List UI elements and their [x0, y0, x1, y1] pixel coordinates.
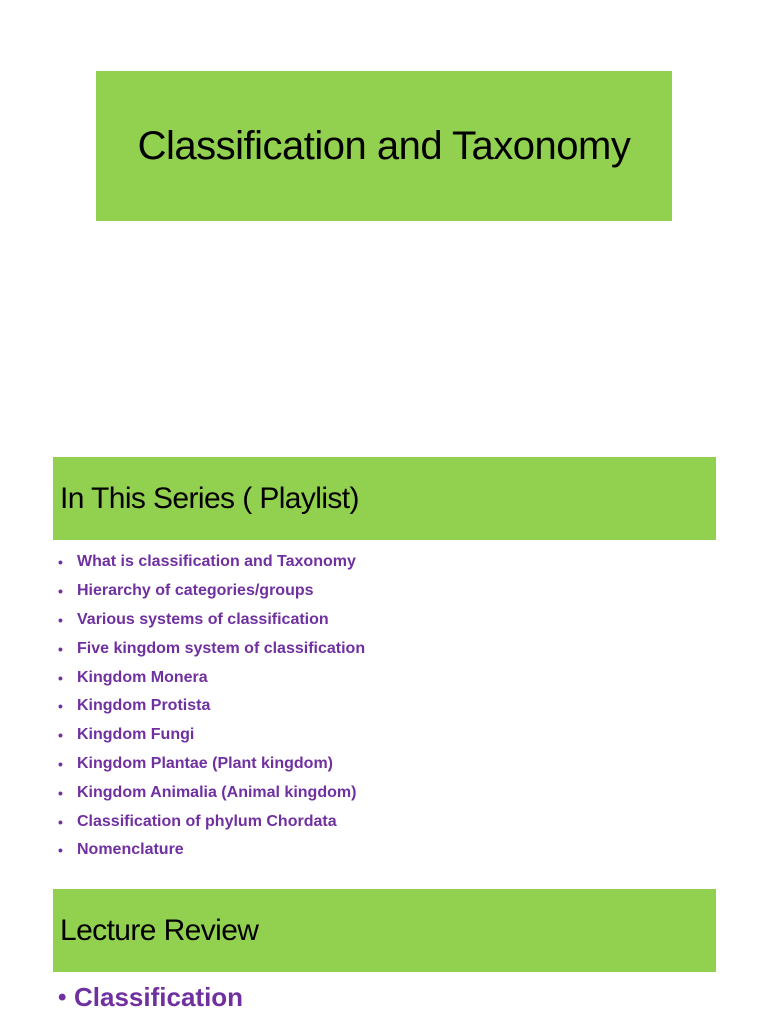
bullet-icon: •	[58, 554, 63, 571]
list-item	[58, 663, 365, 692]
title-banner	[96, 71, 672, 221]
bullet-icon: •	[58, 983, 67, 1011]
bullet-icon: •	[58, 640, 63, 657]
playlist-topic-list	[58, 548, 365, 865]
list-item-label: Hierarchy of categories/groups	[77, 582, 314, 600]
list-item-label: Classification of phylum Chordata	[77, 812, 337, 830]
bullet-icon: •	[58, 784, 63, 801]
bullet-icon: •	[58, 842, 63, 859]
list-item	[58, 692, 365, 721]
list-item	[58, 577, 365, 606]
list-item-label: Kingdom Protista	[77, 697, 211, 715]
list-item-label: Five kingdom system of classification	[77, 639, 366, 657]
list-item-label: Kingdom Monera	[77, 668, 208, 686]
review-item-label: Classification	[74, 982, 244, 1012]
bullet-icon: •	[58, 669, 63, 686]
review-list-item	[58, 982, 243, 1013]
series-banner	[53, 457, 716, 540]
list-item	[58, 778, 365, 807]
bullet-icon: •	[58, 583, 63, 600]
bullet-icon: •	[58, 813, 63, 830]
list-item-label: Kingdom Plantae (Plant kingdom)	[77, 754, 334, 772]
list-item	[58, 634, 365, 663]
list-item	[58, 721, 365, 750]
list-item	[58, 548, 365, 577]
review-banner	[53, 889, 716, 972]
list-item	[58, 836, 365, 865]
bullet-icon: •	[58, 727, 63, 744]
bullet-icon: •	[58, 698, 63, 715]
document-title: Classification and Taxonomy	[137, 123, 631, 168]
series-heading: In This Series ( Playlist)	[60, 481, 359, 515]
bullet-icon: •	[58, 611, 63, 628]
review-heading: Lecture Review	[60, 913, 259, 947]
list-item	[58, 606, 365, 635]
list-item	[58, 750, 365, 779]
bullet-icon: •	[58, 755, 63, 772]
list-item-label: Kingdom Fungi	[77, 726, 195, 744]
list-item-label: Various systems of classification	[77, 610, 329, 628]
list-item	[58, 807, 365, 836]
list-item-label: Nomenclature	[77, 841, 184, 859]
list-item-label: Kingdom Animalia (Animal kingdom)	[77, 783, 357, 801]
list-item-label: What is classification and Taxonomy	[77, 553, 356, 571]
